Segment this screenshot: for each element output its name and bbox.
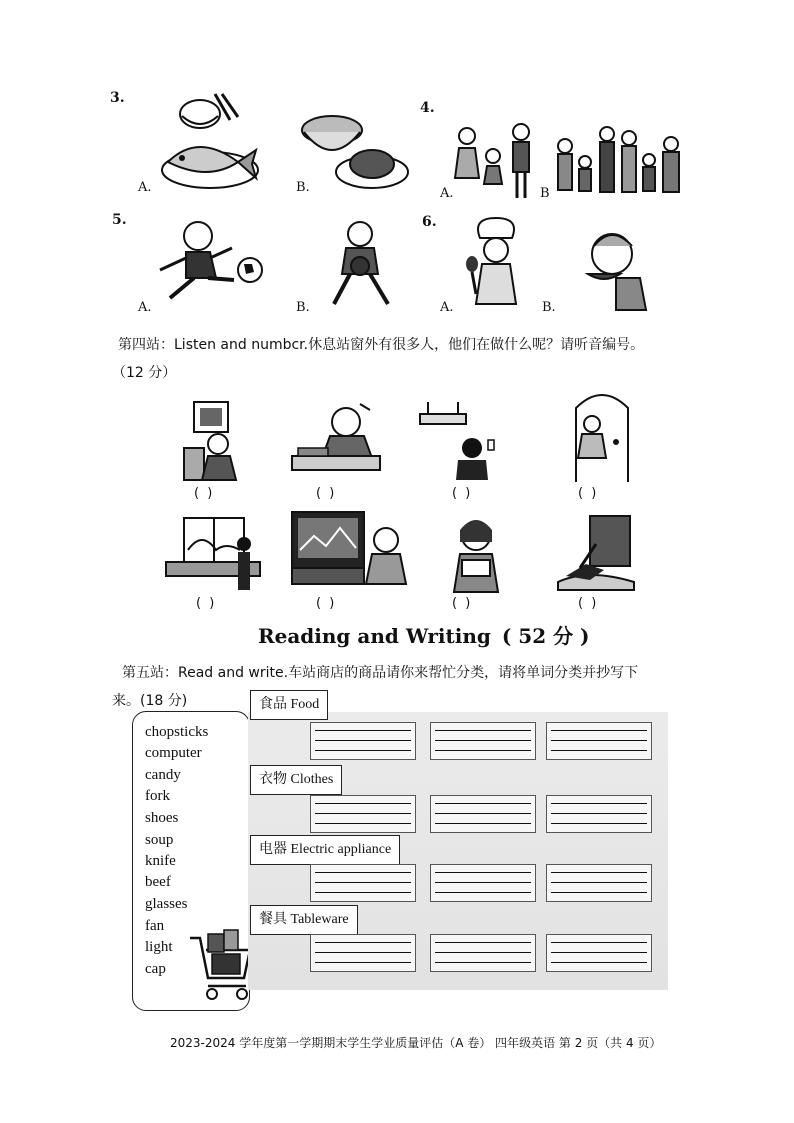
soup-and-meat-image (300, 112, 410, 197)
girl-at-window-image (182, 398, 244, 482)
word-item: candy (145, 767, 181, 783)
question-5-option-a: A. (138, 300, 152, 315)
food-answer-slot[interactable] (310, 722, 416, 760)
answer-blank-5[interactable]: ( ) (196, 596, 217, 611)
answer-blank-8[interactable]: ( ) (578, 596, 599, 611)
question-6-option-a: A. (440, 300, 454, 315)
small-family-image (455, 122, 537, 200)
answer-blank-1[interactable]: ( ) (194, 486, 215, 501)
question-5-option-b: B. (296, 300, 310, 315)
boy-drinking-soup-image (580, 228, 650, 312)
category-electric-appliance-label: 电器 Electric appliance (250, 835, 400, 865)
chef-cooking-image (462, 214, 532, 312)
word-item: fork (145, 788, 170, 804)
boy-playing-football-image (150, 218, 270, 306)
answer-blank-7[interactable]: ( ) (452, 596, 473, 611)
shopping-cart-icon (186, 930, 254, 1002)
reading-writing-score: ( 52 分 ) (501, 624, 590, 648)
section-4-points: （12 分） (112, 365, 177, 381)
page-footer: 2023-2024 学年度第一学期期末学生学业质量评估（A 卷） 四年级英语 第 2 页（共 4 页） (170, 1036, 662, 1050)
big-family-image (555, 122, 685, 200)
word-item: knife (145, 853, 176, 869)
section-5-heading: 第五站：Read and write.车站商店的商品请你来帮忙分类，请将单词分类并抄写下 (122, 665, 639, 681)
answer-blank-3[interactable]: ( ) (452, 486, 473, 501)
reading-writing-title (258, 620, 590, 649)
food-answer-slot[interactable] (430, 722, 536, 760)
word-item: computer (145, 745, 202, 761)
girl-opening-door-image (570, 388, 636, 484)
section-4-heading: 第四站：Listen and numbcr.休息站窗外有很多人，他们在做什么呢？请听音编号。 (118, 337, 645, 353)
boy-playing-basketball-image (320, 218, 400, 310)
answer-blank-2[interactable]: ( ) (316, 486, 337, 501)
word-item: chopsticks (145, 724, 209, 740)
boy-reading-at-desk-image (290, 400, 382, 472)
question-4-option-a: A. (440, 186, 454, 201)
electric-appliance-answer-slot[interactable] (546, 864, 652, 902)
category-food-label: 食品 Food (250, 690, 328, 720)
question-4-option-b: B (540, 186, 550, 201)
word-item: cap (145, 961, 166, 977)
word-item: light (145, 939, 173, 955)
question-3-option-a: A. (138, 180, 152, 195)
girl-reading-book-image (448, 518, 504, 594)
question-3-option-b: B. (296, 180, 310, 195)
clothes-answer-slot[interactable] (310, 795, 416, 833)
tableware-answer-slot[interactable] (430, 934, 536, 972)
category-tableware-label: 餐具 Tableware (250, 905, 358, 935)
section-5-heading-continued: 来。(18 分) (112, 693, 188, 709)
word-item: soup (145, 832, 174, 848)
question-3-number: 3. (110, 90, 125, 106)
question-6-number: 6. (422, 214, 437, 230)
word-item: fan (145, 918, 165, 934)
clothes-answer-slot[interactable] (546, 795, 652, 833)
fish-and-rice-image (160, 92, 265, 197)
clothes-answer-slot[interactable] (430, 795, 536, 833)
word-item: beef (145, 874, 171, 890)
person-cleaning-floor-image (556, 514, 636, 592)
boy-at-light-switch-image (418, 400, 498, 480)
reading-writing-title-text: Reading and Writing (258, 624, 491, 648)
question-4-number: 4. (420, 100, 435, 116)
question-5-number: 5. (112, 212, 127, 228)
food-answer-slot[interactable] (546, 722, 652, 760)
electric-appliance-answer-slot[interactable] (430, 864, 536, 902)
question-6-option-b: B. (542, 300, 556, 315)
word-item: shoes (145, 810, 179, 826)
answer-blank-4[interactable]: ( ) (578, 486, 599, 501)
word-item: glasses (145, 896, 188, 912)
answer-blank-6[interactable]: ( ) (316, 596, 337, 611)
electric-appliance-answer-slot[interactable] (310, 864, 416, 902)
boy-closing-window-image (164, 516, 262, 592)
tableware-answer-slot[interactable] (310, 934, 416, 972)
tableware-answer-slot[interactable] (546, 934, 652, 972)
boy-watching-tv-image (290, 510, 410, 588)
category-clothes-label: 衣物 Clothes (250, 765, 342, 795)
